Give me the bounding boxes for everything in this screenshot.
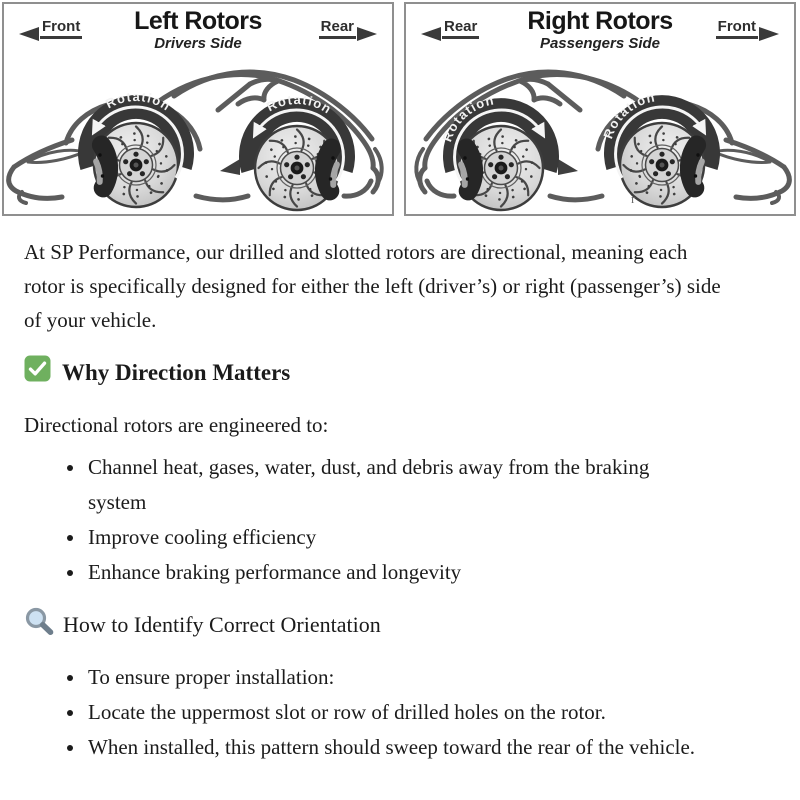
list-item: • Locate the uppermost slot or row of drilled holes on the rotor. xyxy=(86,695,743,730)
arrow-right-icon xyxy=(759,27,779,41)
arrow-left-icon xyxy=(19,27,39,41)
how-bullet-list xyxy=(24,660,776,765)
list-item: • When installed, this pattern should sweep toward the rear of the vehicle. xyxy=(86,730,743,765)
section-heading-how xyxy=(24,606,776,644)
article-body xyxy=(0,235,800,765)
arrow-left-icon xyxy=(421,27,441,41)
direction-label-text: Front xyxy=(716,18,758,39)
direction-label-text: Front xyxy=(40,18,82,39)
front-direction-label xyxy=(716,18,758,39)
front-direction-label xyxy=(40,18,82,39)
right-car-illustration xyxy=(406,50,794,212)
check-mark-icon xyxy=(24,355,51,390)
panel-subtitle: Drivers Side xyxy=(154,34,242,52)
direction-label-text: Rear xyxy=(442,18,479,39)
panel-title: Right Rotors xyxy=(527,7,673,35)
magnifying-glass-icon xyxy=(24,606,55,644)
intro-paragraph: At SP Performance, our drilled and slotted rotors are directional, meaning each rotor is specifically designed for either the left (driver’s) or right (passenger’s) side of your vehicle. xyxy=(24,240,721,332)
section-heading-why xyxy=(24,355,776,390)
list-item: • Channel heat, gases, water, dust, and debris away from the braking system xyxy=(86,450,708,520)
list-item: • Improve cooling efficiency xyxy=(86,520,708,555)
list-item: • To ensure proper installation: xyxy=(86,660,743,695)
panel-subtitle: Passengers Side xyxy=(539,34,661,52)
arrow-right-icon xyxy=(357,27,377,41)
rotation-label: Rotation xyxy=(439,92,496,144)
why-bullet-list xyxy=(24,450,776,590)
lead-sentence: Directional rotors are engineered to: xyxy=(24,413,329,437)
heading-text: Why Direction Matters xyxy=(62,359,291,385)
left-car-illustration xyxy=(4,50,392,212)
rotor-direction-diagram xyxy=(0,0,800,219)
rotation-label: Rotation xyxy=(103,88,174,114)
rotation-label: Rotation xyxy=(600,89,657,141)
direction-label-text: Rear xyxy=(319,18,356,39)
artifact-mark: r xyxy=(631,191,636,206)
left-rotors-panel xyxy=(2,2,394,216)
panel-title: Left Rotors xyxy=(134,7,262,35)
heading-text: How to Identify Correct Orientation xyxy=(63,612,381,637)
list-item: • Enhance braking performance and longevity xyxy=(86,555,708,590)
rotation-label: Rotation xyxy=(264,91,335,117)
right-rotors-panel xyxy=(404,2,796,216)
rear-direction-label xyxy=(319,18,356,39)
rear-direction-label xyxy=(442,18,479,39)
